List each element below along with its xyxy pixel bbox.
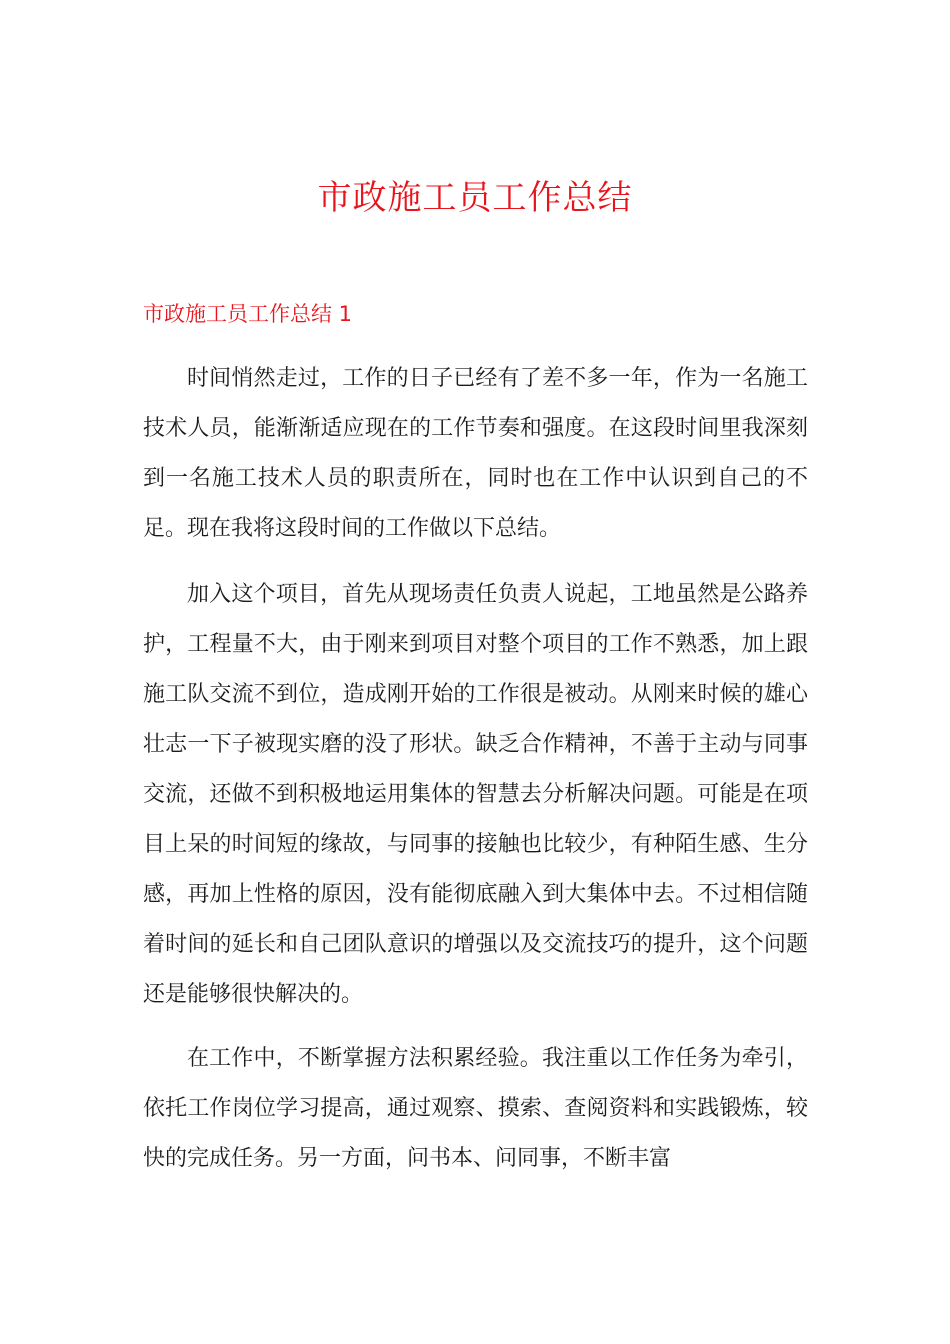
paragraph-2: 加入这个项目，首先从现场责任负责人说起，工地虽然是公路养护，工程量不大，由于刚来到项目对整个项目的工作不熟悉，加上跟施工队交流不到位，造成刚开始的工作很是被动。从刚来时候的雄心壮志一下子被现实磨的没了形状。缺乏合作精神，不善于主动与同事交流，还做不到积极地运用集体的智慧去分析解决问题。可能是在项目上呆的时间短的缘故，与同事的接触也比较少，有种陌生感、生分感，再加上性格的原因，没有能彻底融入到大集体中去。不过相信随着时间的延长和自己团队意识的增强以及交流技巧的提升，这个问题还是能够很快解决的。: [143, 582, 808, 1007]
paragraph-1: 时间悄然走过，工作的日子已经有了差不多一年，作为一名施工技术人员，能渐渐适应现在的工作节奏和强度。在这段时间里我深刻到一名施工技术人员的职责所在，同时也在工作中认识到自己的不足。现在我将这段时间的工作做以下总结。: [143, 366, 808, 541]
section-heading: 市政施工员工作总结 1: [143, 302, 353, 326]
paragraph-3: 在工作中，不断掌握方法积累经验。我注重以工作任务为牵引，依托工作岗位学习提高，通过观察、摸索、查阅资料和实践锻炼，较快的完成任务。另一方面，问书本、问同事，不断丰富: [143, 1046, 808, 1171]
document-title: 市政施工员工作总结: [317, 178, 633, 218]
